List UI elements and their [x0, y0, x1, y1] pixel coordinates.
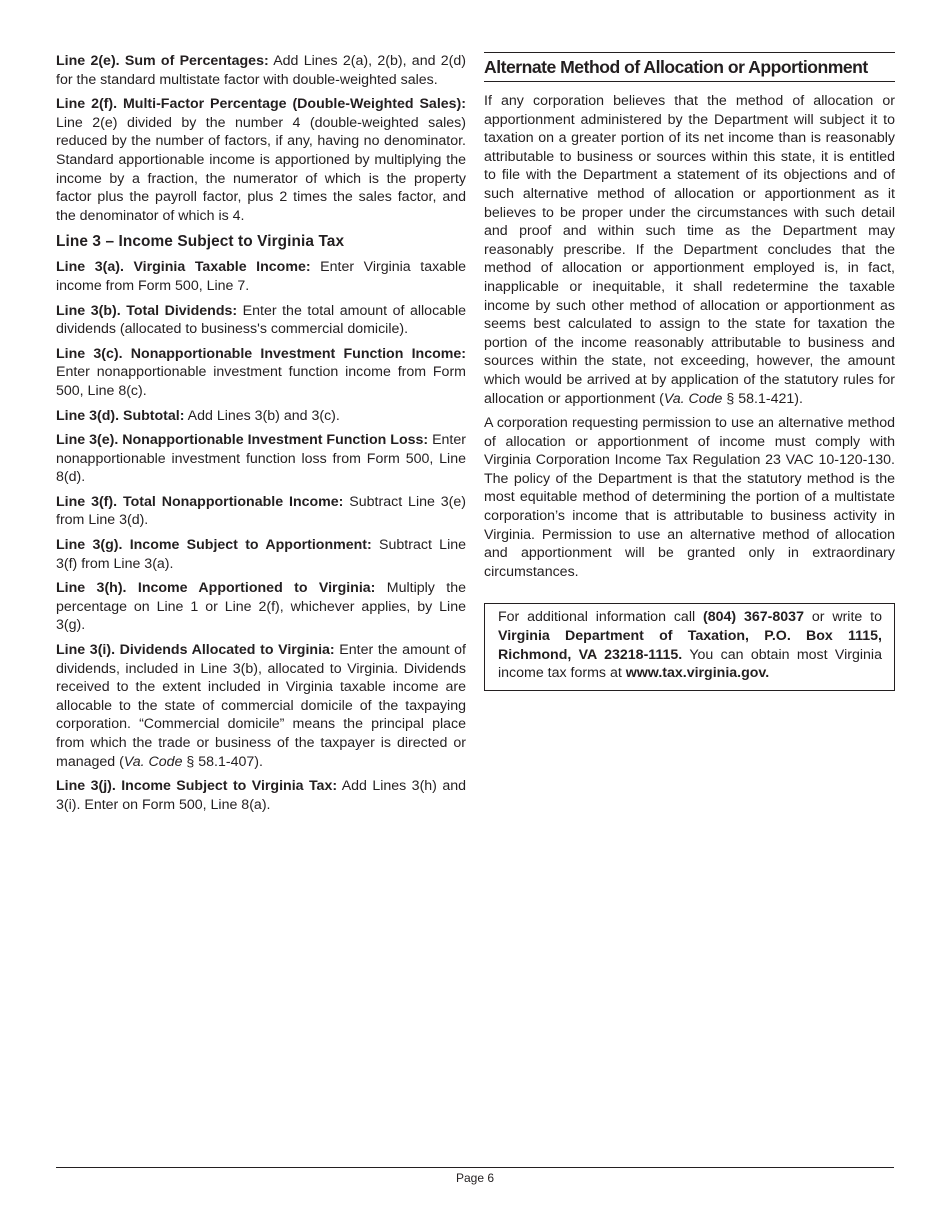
line-3j-instruction: Line 3(j). Income Subject to Virginia Tax: Add Lines 3(h) and 3(i). Enter on Form 500, Line 8(a).: [56, 778, 466, 813]
line-2f-instruction: Line 2(f). Multi-Factor Percentage (Double-Weighted Sales): Line 2(e) divided by the number 4 (double-weighted sales) reduced by the number of factors, if any, having no denominator. Standard apportionable income is apportioned by multiplying the income by a fraction, the numerator of which is the property factor plus the payroll factor, plus 2 times the sales factor, and the denominator of which is 4.: [56, 96, 466, 224]
section-header: [484, 52, 895, 82]
line-3c-instruction: Line 3(c). Nonapportionable Investment Function Income: Enter nonapportionable investment function income from Form 500, Line 8(c).: [56, 345, 466, 399]
line-3e-label: Line 3(e). Nonapportionable Investment Function Loss:: [56, 432, 429, 449]
mailing-address: Virginia Department of Taxation, P.O. Box 1115, Richmond, VA 23218-1115.: [498, 628, 882, 663]
line-3-heading: Line 3 – Income Subject to Virginia Tax: [56, 233, 345, 251]
line-3i-label: Line 3(i). Dividends Allocated to Virginia:: [56, 642, 335, 659]
contact-info-text: For additional information call (804) 367-8037 or write to Virginia Department of Taxation, P.O. Box 1115, Richmond, VA 23218-1115. You can obtain most Virginia income tax forms at www.tax.virginia.gov.: [498, 609, 882, 682]
line-3g-instruction: Line 3(g). Income Subject to Apportionment: Subtract Line 3(f) from Line 3(a).: [56, 537, 466, 572]
line-3a-label: Line 3(a). Virginia Taxable Income:: [56, 259, 311, 276]
line-3b-label: Line 3(b). Total Dividends:: [56, 302, 238, 319]
code-citation: Va. Code: [123, 753, 183, 770]
page-number: Page 6: [455, 1171, 495, 1185]
code-citation: Va. Code: [663, 390, 723, 407]
line-3j-label: Line 3(j). Income Subject to Virginia Tax:: [56, 778, 338, 795]
line-3f-label: Line 3(f). Total Nonapportionable Income:: [56, 493, 344, 510]
line-3a-instruction: Line 3(a). Virginia Taxable Income: Enter Virginia taxable income from Form 500, Line 7.: [56, 259, 467, 294]
line-3h-label: Line 3(h). Income Apportioned to Virginia:: [56, 580, 376, 597]
alternate-method-paragraph-1: If any corporation believes that the method of allocation or apportionment administered by the Department will subject it to taxation on a greater portion of its net income than is reasonably attributable to business or sources within this state, it is entitled to file with the Department a statement of its objections and of such alternative method of allocation or apportionment as it believes to be proper under the circumstances with such detail and proof and within such time as the Department may reasonably prescribe. If the Department concludes that the method of allocation or apportionment employed is, in fact, inapplicable or inequitable, it shall redetermine the taxable income by such other method of allocation or apportionment as seems best calculated to assign to the state for taxation the portion of the income reasonably attributable to business and sources within the state, not exceeding, however, the amount which would be arrived at by application of the statutory rules for allocation or apportionment (Va. Code § 58.1-421).: [484, 93, 895, 407]
line-2e-label: Line 2(e). Sum of Percentages:: [56, 53, 269, 69]
left-column: [56, 52, 466, 820]
line-3c-label: Line 3(c). Nonapportionable Investment Function Income:: [56, 345, 466, 362]
line-3d-label: Line 3(d). Subtotal:: [56, 407, 185, 424]
alternate-method-paragraph-2: A corporation requesting permission to use an alternative method of allocation or apportionment of income must comply with Virginia Corporation Income Tax Regulation 23 VAC 10-120-130. The policy of the Department is that the statutory method is the most equitable method of determining the portion of a multistate corporation’s income that is attributable to business activity in Virginia. Permission to use an alternative method of allocation and apportionment will be granted only in extraordinary circumstances.: [484, 415, 895, 580]
line-3i-instruction: Line 3(i). Dividends Allocated to Virginia: Enter the amount of dividends, included in Line 3(b), allocated to Virginia. Dividends received to the extent included in Virginia taxable income are allocable to the state of commercial domicile of the taxpaying corporation. “Commercial domicile” means the principal place from which the trade or business of the taxpayer is directed or managed (Va. Code § 58.1-407).: [56, 642, 466, 770]
line-3f-instruction: Line 3(f). Total Nonapportionable Income: Subtract Line 3(e) from Line 3(d).: [56, 493, 467, 529]
line-3b-instruction: Line 3(b). Total Dividends: Enter the total amount of allocable dividends (allocated to business's commercial domicile).: [56, 302, 466, 338]
contact-info-box: [484, 603, 895, 690]
phone-number: (804) 367-8037: [703, 609, 804, 626]
line-3g-label: Line 3(g). Income Subject to Apportionment:: [56, 537, 372, 554]
line-2f-label: Line 2(f). Multi-Factor Percentage (Double-Weighted Sales):: [56, 96, 466, 113]
section-title: Alternate Method of Allocation or Apportionment: [484, 55, 895, 82]
line-3e-instruction: Line 3(e). Nonapportionable Investment Function Loss: Enter nonapportionable investment function loss from Form 500, Line 8(d).: [56, 432, 466, 486]
footer-divider: [56, 1167, 894, 1168]
website-link[interactable]: www.tax.virginia.gov.: [625, 665, 770, 682]
line-3h-instruction: Line 3(h). Income Apportioned to Virginia: Multiply the percentage on Line 1 or Line 2(f), whichever applies, by Line 3(g).: [56, 580, 466, 634]
line-2e-instruction: Line 2(e). Sum of Percentages: Add Lines 2(a), 2(b), and 2(d) for the standard multistate factor with double-weighted sales.: [56, 53, 466, 88]
line-3d-instruction: Line 3(d). Subtotal: Add Lines 3(b) and 3(c).: [56, 407, 340, 424]
right-column: [484, 52, 895, 691]
